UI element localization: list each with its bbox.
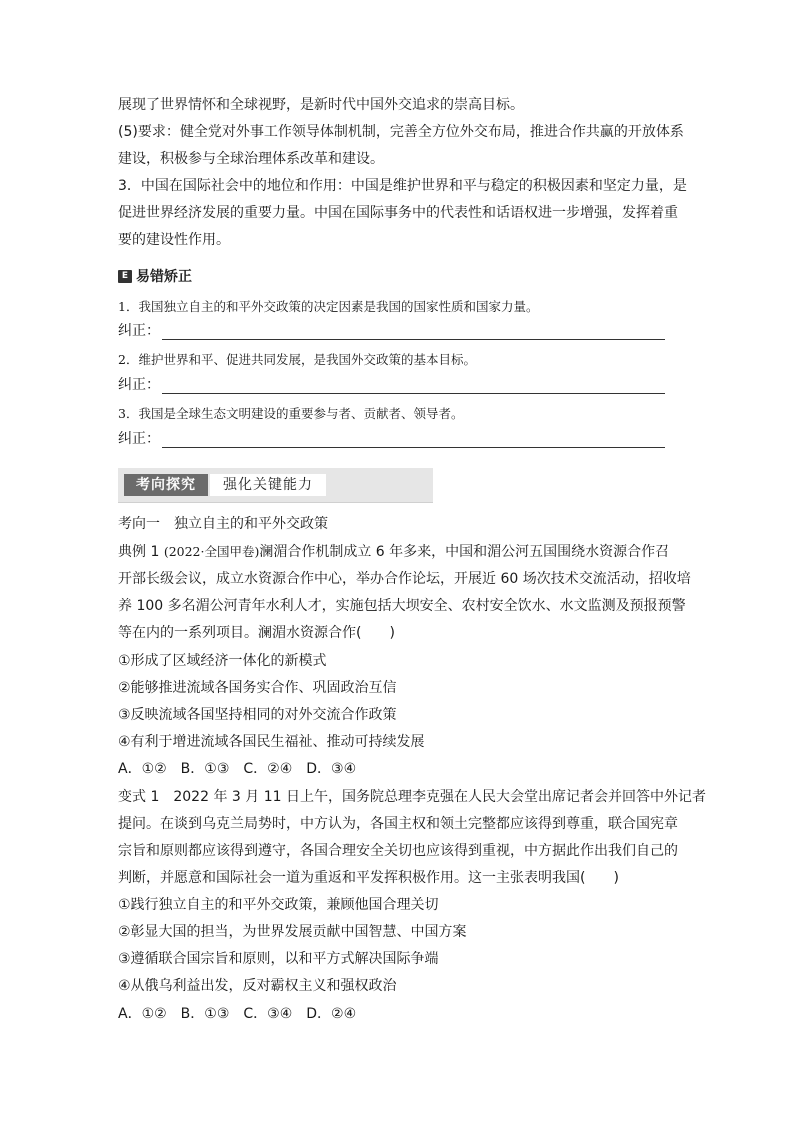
correction-label: 纠正： [118,377,160,393]
paragraph-line: 建设，积极参与全球治理体系改革和建设。 [118,151,384,167]
example-option: ③反映流域各国坚持相同的对外交流合作政策 [118,707,397,723]
example-source: (2022·全国甲卷) [163,544,260,559]
paragraph-line: 3．中国在国际社会中的地位和作用：中国是维护世界和平与稳定的积极因素和坚定力量，是 [118,178,687,194]
paragraph-line: 要的建设性作用。 [118,232,230,248]
banner-text: 强化关键能力 [210,474,326,496]
correction-answer-line[interactable] [162,325,665,340]
variant-line: 宗旨和原则都应该得到遵守，各国合理安全关切也应该得到重视，中方据此作出我们自己的 [118,843,678,859]
direction-title: 考向一 独立自主的和平外交政策 [118,516,328,532]
example-line: 等在内的一系列项目。澜湄水资源合作( ) [118,625,395,641]
correction-answer-line[interactable] [162,433,665,448]
correction-label: 纠正： [118,431,160,447]
example-option: ②能够推进流域各国务实合作、巩固政治互信 [118,680,397,696]
variant-option: ④从俄乌利益出发，反对霸权主义和强权政治 [118,978,397,994]
correction-label: 纠正： [118,323,160,339]
error-item: 2．维护世界和平、促进共同发展，是我国外交政策的基本目标。 [118,352,476,367]
variant-option: ②彰显大国的担当，为世界发展贡献中国智慧、中国方案 [118,924,467,940]
paragraph-line: (5)要求：健全党对外事工作领导体制机制，完善全方位外交布局，推进合作共赢的开放体系 [118,124,684,140]
section-e-icon: E [118,270,132,283]
paragraph-line: 展现了世界情怀和全球视野，是新时代中国外交追求的崇高目标。 [118,97,524,113]
banner-tag: 考向探究 [124,474,208,496]
variant-option: ③遵循联合国宗旨和原则，以和平方式解决国际争端 [118,951,439,967]
error-correction-heading [118,266,192,286]
variant-first-line [118,788,706,806]
error-item: 1．我国独立自主的和平外交政策的决定因素是我国的国家性质和国家力量。 [118,299,539,314]
variant-line: 判断，并愿意和国际社会一道为重返和平发挥积极作用。这一主张表明我国( ) [118,870,619,886]
section-banner [118,468,433,503]
example-line: 开部长级会议，成立水资源合作中心，举办合作论坛，开展近 60 场次技术交流活动，招收培 [118,571,691,587]
paragraph-line: 促进世界经济发展的重要力量。中国在国际事务中的代表性和话语权进一步增强，发挥着重 [118,205,678,221]
correction-row [118,376,665,394]
example-choices: A．①② B．①③ C．②④ D．③④ [118,761,357,777]
variant-option: ①践行独立自主的和平外交政策，兼顾他国合理关切 [118,897,439,913]
correction-row [118,322,665,340]
example-text: 澜湄合作机制成立 6 年多来，中国和湄公河五国围绕水资源合作召 [259,544,670,560]
variant-text: 2022 年 3 月 11 日上午，国务院总理李克强在人民大会堂出席记者会并回答中外记者 [159,789,706,805]
variant-label: 变式 1 [118,789,160,805]
section-title: 易错矫正 [136,269,192,285]
error-item: 3．我国是全球生态文明建设的重要参与者、贡献者、领导者。 [118,406,464,421]
variant-choices: A．①② B．①③ C．③④ D．②④ [118,1006,357,1022]
example-option: ①形成了区域经济一体化的新模式 [118,653,327,669]
example-first-line [118,543,678,561]
correction-answer-line[interactable] [162,379,665,394]
example-line: 养 100 多名湄公河青年水利人才，实施包括大坝安全、农村安全饮水、水文监测及预报预警 [118,598,686,614]
example-label: 典例 1 [118,544,160,560]
variant-line: 提问。在谈到乌克兰局势时，中方认为，各国主权和领土完整都应该得到尊重，联合国宪章 [118,816,678,832]
correction-row [118,430,665,448]
example-option: ④有利于增进流域各国民生福祉、推动可持续发展 [118,734,425,750]
